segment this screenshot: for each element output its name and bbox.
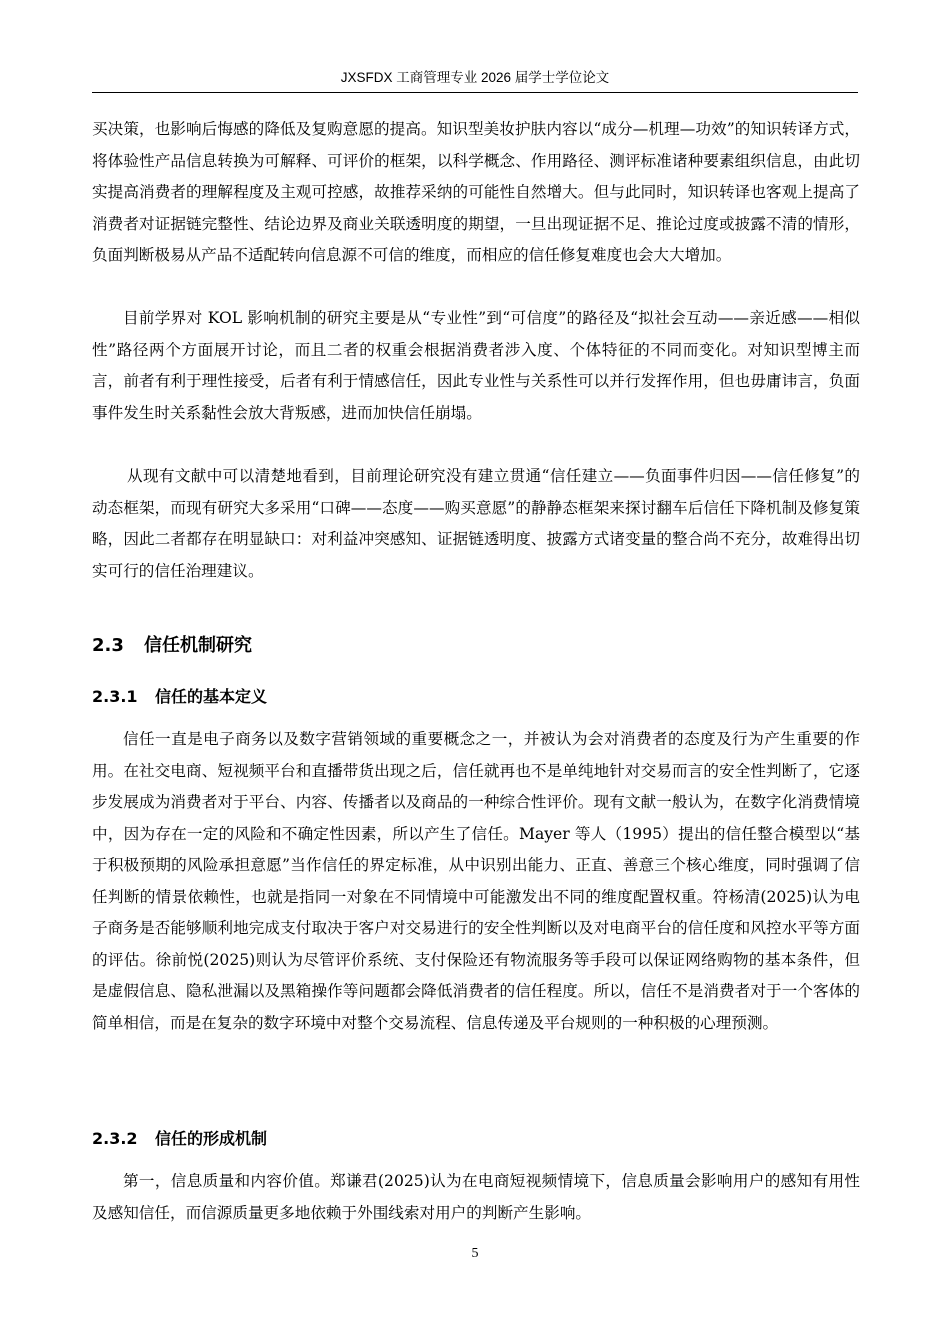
subsection-title: 信任的基本定义 <box>155 687 268 706</box>
paragraph-research-gap: 从现有文献中可以清楚地看到，目前理论研究没有建立贯通“信任建立——负面事件归因——信任修复”的动态框架，而现有研究大多采用“口碑——态度——购买意愿”的静静态框架来探讨翻车后信任下降机制及修复策略，因此二者都存在明显缺口：对利益冲突感知、证据链透明度、披露方式诸变量的整合尚不充分，故难得出切实可行的信任治理建议。 <box>92 467 860 580</box>
section-heading-2-3 <box>92 631 252 657</box>
section-title: 信任机制研究 <box>144 635 252 656</box>
paragraph-trust-formation: 第一，信息质量和内容价值。郑谦君(2025)认为在电商短视频情境下，信息质量会影响用户的感知有用性及感知信任，而信源质量更多地依赖于外围线索对用户的判断产生影响。 <box>92 1172 860 1222</box>
section-number: 2.3 <box>92 635 124 656</box>
paragraph-decision-impact: 买决策，也影响后悔感的降低及复购意愿的提高。知识型美妆护肤内容以“成分—机理—功效”的知识转译方式，将体验性产品信息转换为可解释、可评价的框架，以科学概念、作用路径、测评标准诸种要素组织信息，由此切实提高消费者的理解程度及主观可控感，故推荐采纳的可能性自然增大。但与此同时，知识转译也客观上提高了消费者对证据链完整性、结论边界及商业关联透明度的期望，一旦出现证据不足、推论过度或披露不清的情形，负面判断极易从产品不适配转向信息源不可信的维度，而相应的信任修复难度也会大大增加。 <box>92 120 860 264</box>
paragraph-kol-mechanism: 目前学界对 KOL 影响机制的研究主要是从“专业性”到“可信度”的路径及“拟社会互动——亲近感——相似性”路径两个方面展开讨论，而且二者的权重会根据消费者涉入度、个体特征的不同而变化。对知识型博主而言，前者有利于理性接受，后者有利于情感信任，因此专业性与关系性可以并行发挥作用，但也毋庸讳言，负面事件发生时关系黏性会放大背叛感，进而加快信任崩塌。 <box>92 309 860 422</box>
subsection-number: 2.3.2 <box>92 1129 138 1148</box>
subsection-heading-2-3-1 <box>92 684 267 707</box>
subsection-title: 信任的形成机制 <box>155 1129 268 1148</box>
page-number: 5 <box>471 1246 479 1261</box>
header-title: JXSFDX 工商管理专业 2026 届学士学位论文 <box>340 70 610 85</box>
paragraph-trust-definition: 信任一直是电子商务以及数字营销领域的重要概念之一，并被认为会对消费者的态度及行为产生重要的作用。在社交电商、短视频平台和直播带货出现之后，信任就再也不是单纯地针对交易而言的安全性判断了，它逐步发展成为消费者对于平台、内容、传播者以及商品的一种综合性评价。现有文献一般认为，在数字化消费情境中，因为存在一定的风险和不确定性因素，所以产生了信任。Mayer 等人（1995）提出的信任整合模型以“基于积极预期的风险承担意愿”当作信任的界定标准，从中识别出能力、正直、善意三个核心维度，同时强调了信任判断的情景依赖性，也就是指同一对象在不同情境中可能激发出不同的维度配置权重。符杨清(2025)认为电子商务是否能够顺利地完成支付取决于客户对交易进行的安全性判断以及对电商平台的信任度和风控水平等方面的评估。徐前悦(2025)则认为尽管评价系统、支付保险还有物流服务等手段可以保证网络购物的基本条件，但是虚假信息、隐私泄漏以及黑箱操作等问题都会降低消费者的信任程度。所以，信任不是消费者对于一个客体的简单相信，而是在复杂的数字环境中对整个交易流程、信息传递及平台规则的一种积极的心理预测。 <box>92 730 860 1032</box>
page-header <box>92 62 858 93</box>
subsection-heading-2-3-2 <box>92 1126 267 1149</box>
subsection-number: 2.3.1 <box>92 687 138 706</box>
